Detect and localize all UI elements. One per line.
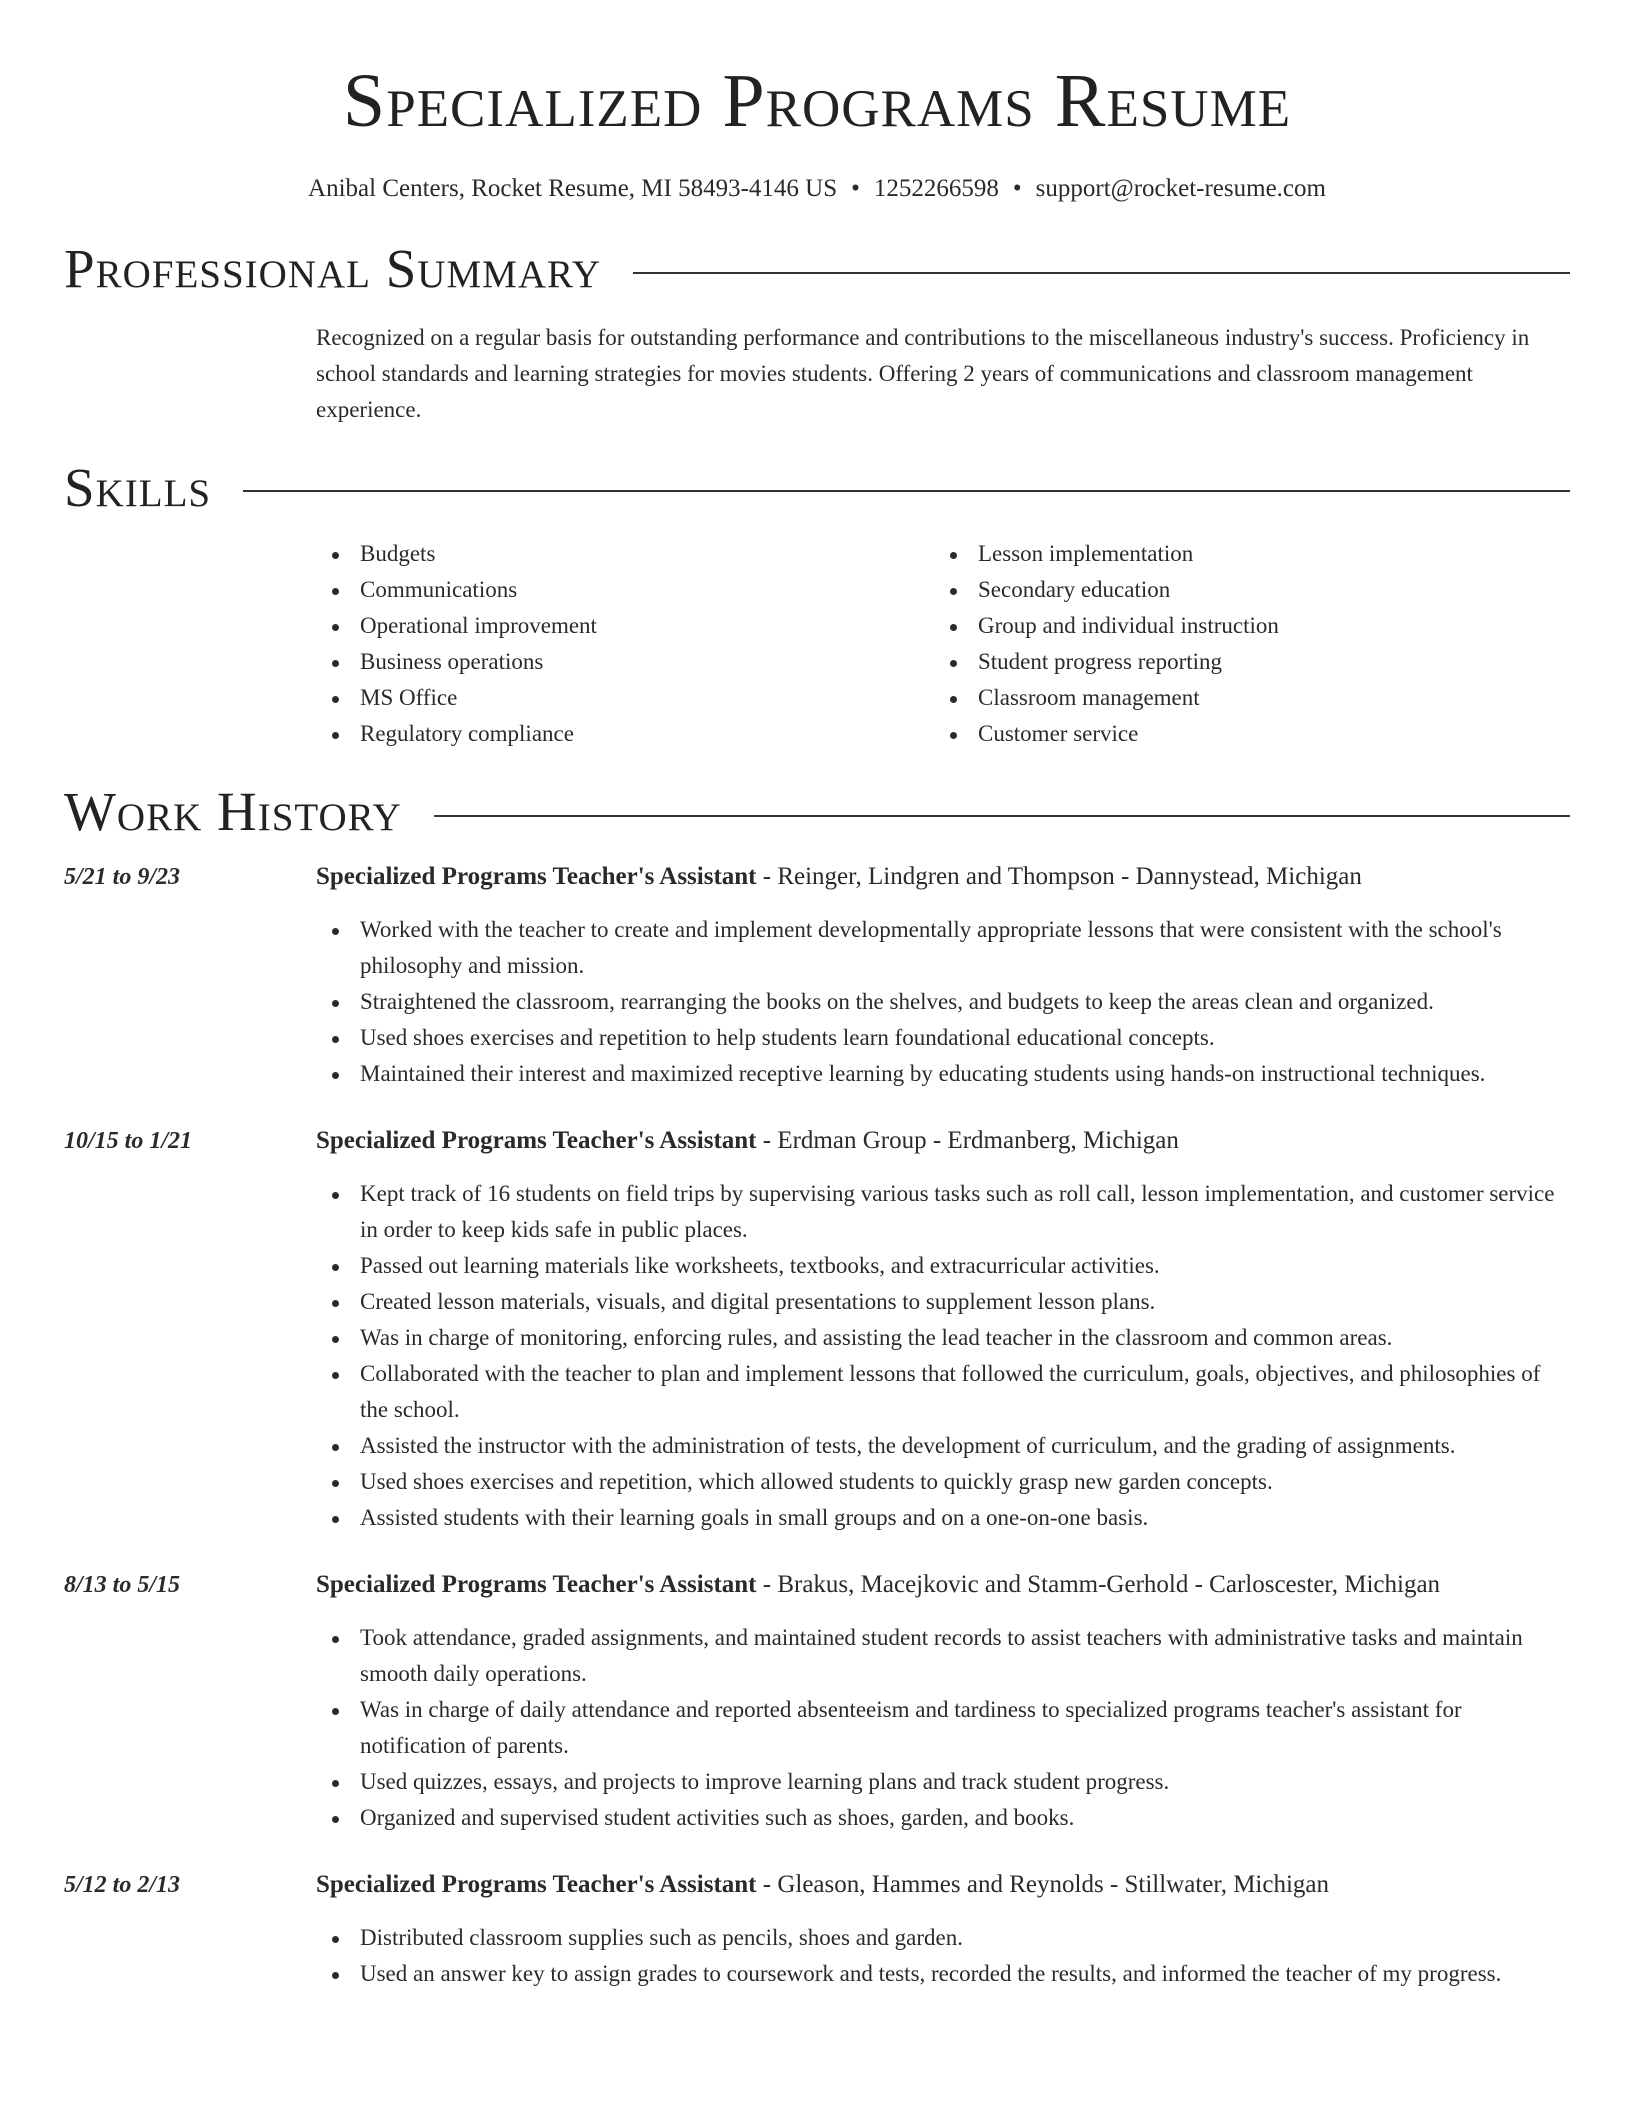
skill-item: Customer service: [934, 716, 1552, 752]
job-bullet: Kept track of 16 students on field trips by supervising various tasks such as roll call, lesson implementation, and customer service in order to keep kids safe in public places.: [316, 1176, 1570, 1248]
job-title-line: [316, 1867, 1570, 1903]
job-bullets: [316, 1620, 1570, 1836]
job-bullet: Used shoes exercises and repetition to help students learn foundational educational concepts.: [316, 1020, 1570, 1056]
work-section-header: [64, 782, 1570, 843]
job-bullet: Passed out learning materials like worksheets, textbooks, and extracurricular activities.: [316, 1248, 1570, 1284]
skill-item: Business operations: [316, 644, 934, 680]
job-bullets: [316, 912, 1570, 1092]
skills-list: [316, 536, 1570, 752]
job-role: Specialized Programs Teacher's Assistant: [316, 1570, 757, 1598]
contact-separator: •: [1012, 175, 1022, 203]
resume-title: Specialized Programs Resume: [342, 59, 1292, 143]
job-dates: 5/21 to 9/23: [64, 863, 181, 890]
contact-line: [64, 175, 1570, 203]
job-body: [316, 1567, 1570, 1836]
job-bullet: Collaborated with the teacher to plan and implement lessons that followed the curriculum, goals, objectives, and philosophies of the school.: [316, 1356, 1570, 1428]
section-divider: [243, 490, 1570, 492]
job-role: Specialized Programs Teacher's Assistant: [316, 1126, 757, 1154]
skill-item: Student progress reporting: [934, 644, 1552, 680]
job-title-line: [316, 1567, 1570, 1603]
skill-item: Operational improvement: [316, 608, 934, 644]
job-dates: 8/13 to 5/15: [64, 1571, 181, 1598]
section-divider: [633, 272, 1570, 274]
job-bullet: Was in charge of daily attendance and reported absenteeism and tardiness to specialized programs teacher's assistant for notification of parents.: [316, 1692, 1570, 1764]
skill-item: Communications: [316, 572, 934, 608]
job-bullet: Took attendance, graded assignments, and maintained student records to assist teachers with administrative tasks and maintain smooth daily operations.: [316, 1620, 1570, 1692]
skills-heading: Skills: [64, 456, 212, 518]
job-body: [316, 859, 1570, 1092]
job-dates: 5/12 to 2/13: [64, 1871, 181, 1898]
contact-address: Anibal Centers, Rocket Resume, MI 58493-4146 US: [308, 175, 838, 203]
job-employer: - Erdman Group - Erdmanberg, Michigan: [756, 1126, 1179, 1154]
contact-separator: •: [851, 175, 860, 203]
work-heading: Work History: [64, 781, 402, 843]
job-employer: - Gleason, Hammes and Reynolds - Stillwater, Michigan: [756, 1870, 1330, 1898]
job-entry: [64, 859, 1570, 1092]
summary-heading: Professional Summary: [64, 238, 602, 300]
skill-item: MS Office: [316, 680, 934, 716]
job-bullet: Maintained their interest and maximized receptive learning by educating students using hands-on instructional techniques.: [316, 1056, 1570, 1092]
job-title-line: [316, 859, 1570, 895]
job-title-line: [316, 1123, 1570, 1159]
job-bullet: Was in charge of monitoring, enforcing rules, and assisting the lead teacher in the classroom and common areas.: [316, 1320, 1570, 1356]
job-dates: 10/15 to 1/21: [64, 1127, 193, 1154]
job-bullet: Distributed classroom supplies such as pencils, shoes and garden.: [316, 1920, 1570, 1956]
job-bullet: Assisted the instructor with the administration of tests, the development of curriculum, and the grading of assignments.: [316, 1428, 1570, 1464]
job-bullet: Straightened the classroom, rearranging the books on the shelves, and budgets to keep the areas clean and organized.: [316, 984, 1570, 1020]
job-bullet: Used quizzes, essays, and projects to improve learning plans and track student progress.: [316, 1764, 1570, 1800]
job-role: Specialized Programs Teacher's Assistant: [316, 1870, 757, 1898]
skills-section-header: [64, 458, 1570, 519]
job-bullet: Organized and supervised student activities such as shoes, garden, and books.: [316, 1800, 1570, 1836]
skill-item: Secondary education: [934, 572, 1552, 608]
section-divider: [434, 815, 1570, 817]
job-bullet: Used shoes exercises and repetition, which allowed students to quickly grasp new garden concepts.: [316, 1464, 1570, 1500]
skill-item: Lesson implementation: [934, 536, 1552, 572]
job-bullets: [316, 1176, 1570, 1536]
job-entry: [64, 1567, 1570, 1836]
skill-item: Group and individual instruction: [934, 608, 1552, 644]
job-bullet: Worked with the teacher to create and implement developmentally appropriate lessons that were consistent with the school's philosophy and mission.: [316, 912, 1570, 984]
job-role: Specialized Programs Teacher's Assistant: [316, 862, 757, 890]
job-entry: [64, 1123, 1570, 1536]
summary-section-header: [64, 239, 1570, 300]
job-bullet: Assisted students with their learning goals in small groups and on a one-on-one basis.: [316, 1500, 1570, 1536]
skill-item: Regulatory compliance: [316, 716, 934, 752]
skill-item: Budgets: [316, 536, 934, 572]
job-body: [316, 1123, 1570, 1536]
skills-column-left: [316, 536, 934, 752]
job-bullets: [316, 1920, 1570, 1992]
contact-email: support@rocket-resume.com: [1035, 175, 1326, 203]
skills-column-right: [934, 536, 1552, 752]
skill-item: Classroom management: [934, 680, 1552, 716]
job-body: [316, 1867, 1570, 1992]
job-employer: - Reinger, Lindgren and Thompson - Dannystead, Michigan: [756, 862, 1362, 890]
job-entry: [64, 1867, 1570, 1992]
job-bullet: Used an answer key to assign grades to coursework and tests, recorded the results, and informed the teacher of my progress.: [316, 1956, 1570, 1992]
job-employer: - Brakus, Macejkovic and Stamm-Gerhold - Carloscester, Michigan: [756, 1570, 1441, 1598]
job-bullet: Created lesson materials, visuals, and digital presentations to supplement lesson plans.: [316, 1284, 1570, 1320]
summary-text: Recognized on a regular basis for outstanding performance and contributions to the miscellaneous industry's success. Proficiency in school standards and learning strategies for movies students. Offering 2 years of communications and classroom management experience.: [316, 324, 1530, 422]
contact-phone: 1252266598: [873, 175, 999, 203]
